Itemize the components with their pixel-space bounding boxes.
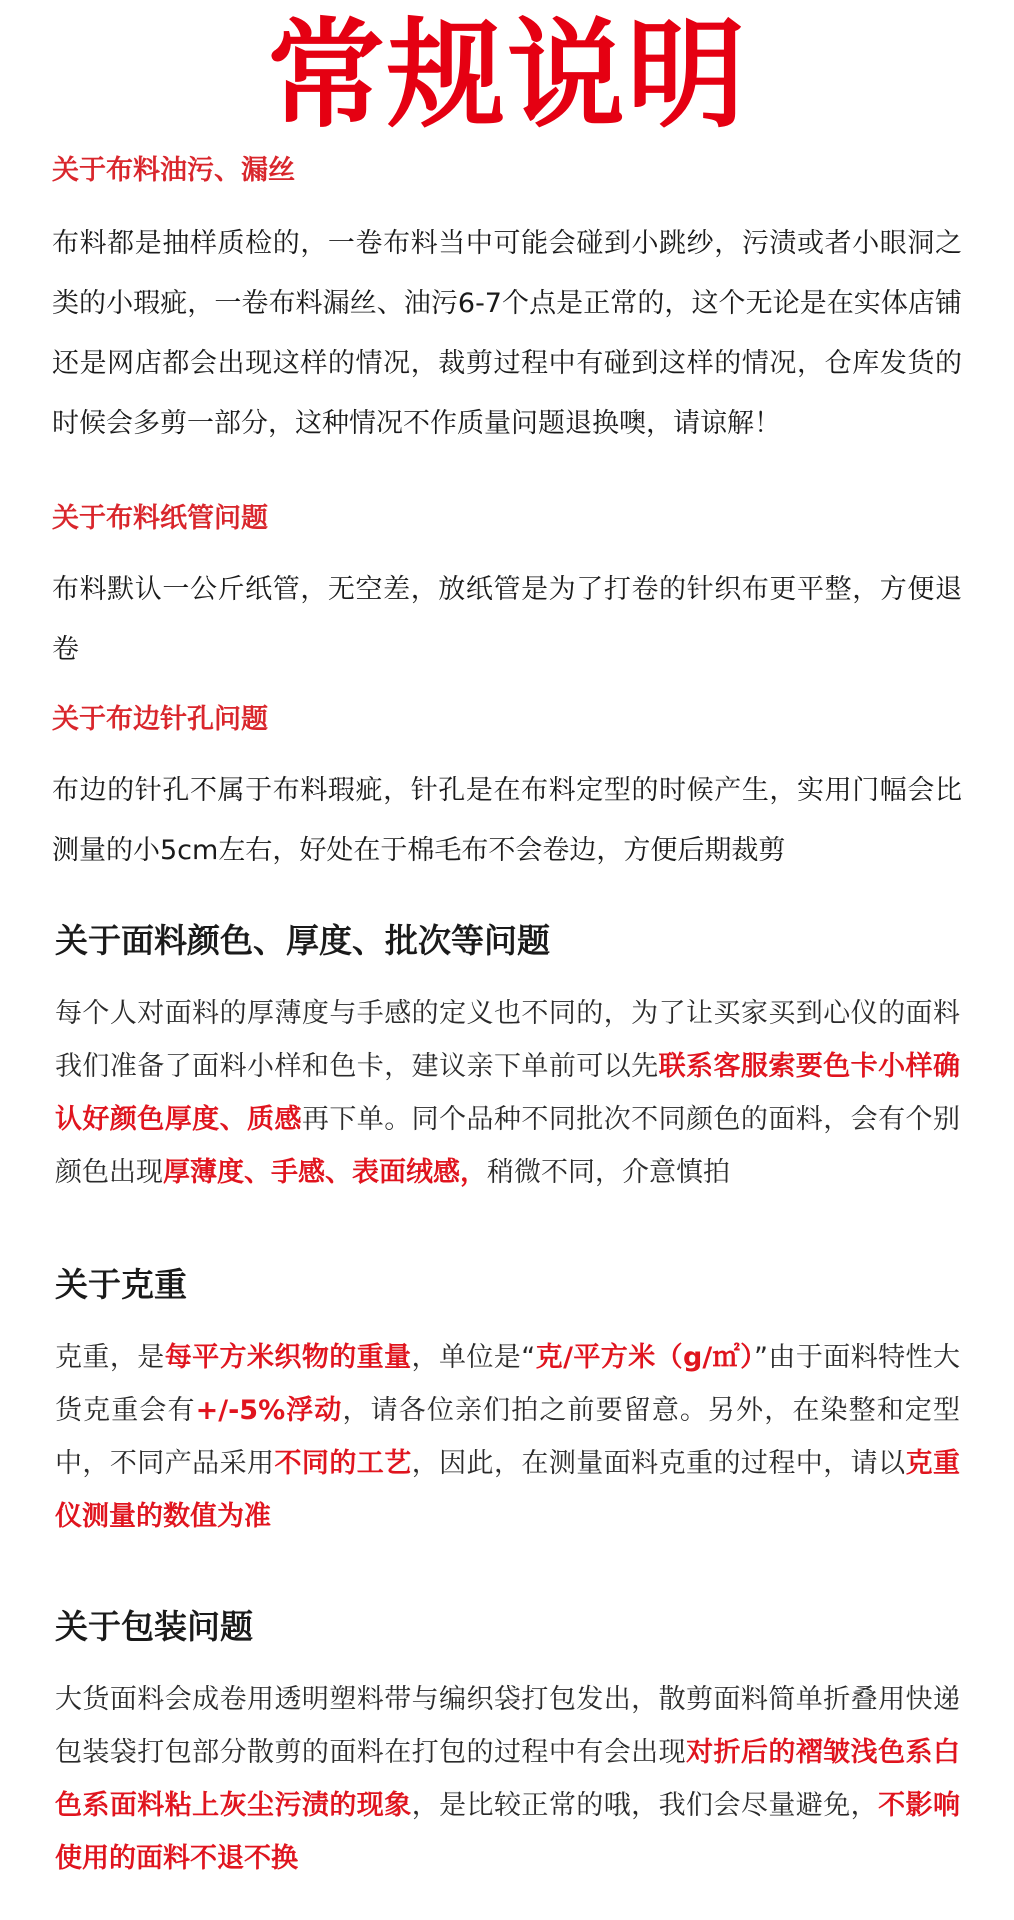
- section-selvage-holes: [52, 706, 962, 881]
- highlight-text: 不同的工艺: [274, 1448, 412, 1479]
- highlight-text: 克重仪测量的数值为准: [55, 1448, 960, 1532]
- body-text: 再下单。同个品种不同批次不同颜色的面料，会有个别颜色出现: [55, 1104, 960, 1188]
- highlight-text: 厚薄度、手感、表面绒感，: [163, 1157, 487, 1188]
- section-heading: 关于包装问题: [55, 1607, 253, 1646]
- highlight-text: 对折后的褶皱浅色系白色系面料粘上灰尘污渍的现象: [55, 1737, 960, 1821]
- body-text: 克重，是: [55, 1342, 165, 1373]
- highlight-text: 联系客服索要色卡小样确认好颜色厚度、质感: [55, 1051, 960, 1135]
- section-body: [55, 1673, 960, 1885]
- section-body: [55, 987, 960, 1199]
- section-weight: [55, 1265, 961, 1543]
- section-oil-stain: [52, 157, 962, 454]
- highlight-text: 每平方米织物的重量: [164, 1342, 412, 1373]
- section-body: 布料都是抽样质检的，一卷布料当中可能会碰到小跳纱，污渍或者小眼洞之类的小瑕疵，一卷布料漏丝、油污6-7个点是正常的，这个无论是在实体店铺还是网店都会出现这样的情况，裁剪过程中有碰到这样的情况，仓库发货的时候会多剪一部分，这种情况不作质量问题退换噢，请谅解！: [52, 228, 962, 439]
- body-text: 大货面料会成卷用透明塑料带与编织袋打包发出，散剪面料简单折叠用快递包装袋打包部分散剪的面料在打包的过程中有会出现: [55, 1684, 960, 1768]
- body-text: ，是比较正常的哦，我们会尽量避免，: [411, 1790, 879, 1821]
- section-paper-tube: [52, 505, 962, 680]
- section-body: [55, 1331, 960, 1543]
- body-text: ”由于面料特性大货克重会有: [55, 1342, 960, 1426]
- section-heading: 关于面料颜色、厚度、批次等问题: [55, 921, 550, 960]
- section-body: 布边的针孔不属于布料瑕疵，针孔是在布料定型的时候产生，实用门幅会比测量的小5cm左右，好处在于棉毛布不会卷边，方便后期裁剪: [52, 775, 962, 866]
- section-body: 布料默认一公斤纸管，无空差，放纸管是为了打卷的针织布更平整，方便退卷: [52, 574, 962, 665]
- section-packaging: [55, 1607, 960, 1885]
- body-text: 稍微不同，介意慎拍: [487, 1157, 730, 1188]
- section-heading: 关于布边针孔问题: [52, 704, 268, 735]
- body-text: ，因此，在测量面料克重的过程中，请以: [411, 1448, 906, 1479]
- body-text: ，请各位亲们拍之前要留意。另外，在染整和定型中，不同产品采用: [55, 1395, 961, 1479]
- page-title: 常规说明: [266, 6, 747, 144]
- body-text: ，单位是“: [411, 1342, 536, 1373]
- body-text: 每个人对面料的厚薄度与手感的定义也不同的，为了让买家买到心仪的面料我们准备了面料小样和色卡，建议亲下单前可以先: [55, 998, 960, 1082]
- highlight-text: 克/平方米（g/㎡）: [535, 1342, 755, 1373]
- highlight-text: 不影响使用的面料不退不换: [55, 1790, 960, 1874]
- section-heading: 关于布料油污、漏丝: [52, 155, 295, 186]
- highlight-text: +/-5%浮动: [195, 1395, 343, 1426]
- section-heading: 关于克重: [55, 1265, 187, 1304]
- section-color-thickness: [55, 921, 960, 1199]
- section-heading: 关于布料纸管问题: [52, 503, 268, 534]
